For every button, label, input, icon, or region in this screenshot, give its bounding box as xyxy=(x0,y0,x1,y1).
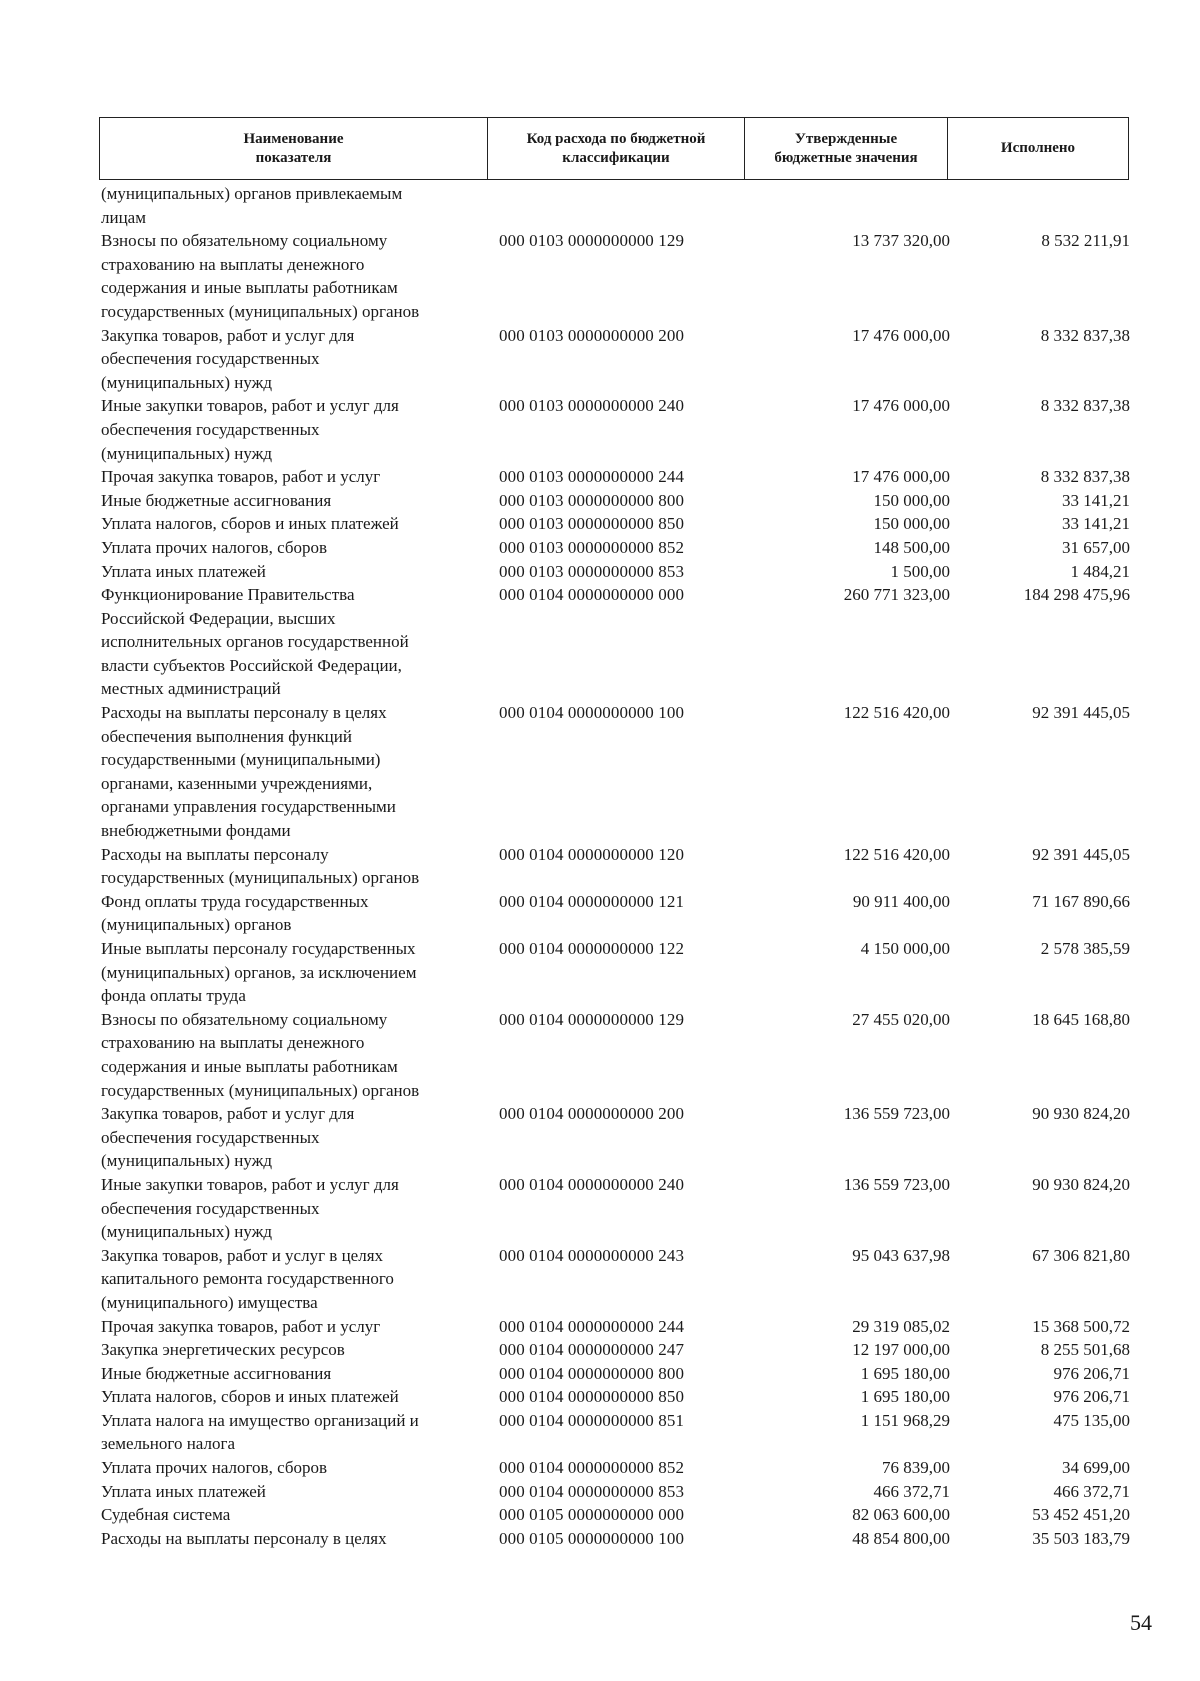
row-approved: 1 500,00 xyxy=(890,561,950,581)
table-row xyxy=(101,937,1141,1008)
row-executed: 8 255 501,68 xyxy=(1040,1340,1130,1360)
row-name: Уплата иных платежей xyxy=(101,1481,266,1501)
row-executed: 53 452 451,20 xyxy=(1032,1505,1130,1525)
table-row xyxy=(101,229,1141,323)
table-row xyxy=(101,1527,1141,1551)
row-code: 000 0104 0000000000 243 xyxy=(499,1245,685,1265)
row-executed: 92 391 445,05 xyxy=(1032,844,1130,864)
row-code: 000 0104 0000000000 800 xyxy=(499,1363,685,1383)
row-approved: 4 150 000,00 xyxy=(860,939,950,958)
row-executed: 184 298 475,96 xyxy=(1023,585,1130,605)
row-code: 000 0104 0000000000 852 xyxy=(499,1458,685,1478)
row-name: Расходы на выплаты персоналу в целях xyxy=(101,1528,387,1548)
row-code: 000 0105 0000000000 000 xyxy=(499,1505,685,1525)
table-row xyxy=(101,1503,1141,1527)
row-code: 000 0104 0000000000 244 xyxy=(499,1316,685,1336)
table-row xyxy=(101,465,1141,489)
row-approved: 150 000,00 xyxy=(873,490,950,510)
row-name: Взносы по обязательному социальному страхованию на выплаты денежного содержания и иные выплаты работникам государственных (муниципальных) органов xyxy=(101,1009,420,1100)
table-row xyxy=(101,182,1141,229)
row-code: 000 0103 0000000000 850 xyxy=(499,514,685,534)
table-row xyxy=(101,394,1141,465)
row-name: Фонд оплаты труда государственных (муниципальных) органов xyxy=(101,891,369,935)
row-executed: 18 645 168,80 xyxy=(1032,1009,1130,1029)
row-code: 000 0104 0000000000 850 xyxy=(499,1387,685,1407)
row-name: Расходы на выплаты персоналу государственных (муниципальных) органов xyxy=(101,844,420,888)
row-executed: 8 332 837,38 xyxy=(1040,396,1130,416)
row-name: Уплата налога на имущество организаций и земельного налога xyxy=(101,1410,419,1454)
row-executed: 90 930 824,20 xyxy=(1032,1174,1130,1194)
row-executed: 15 368 500,72 xyxy=(1032,1316,1130,1336)
table-row xyxy=(101,1480,1141,1504)
row-executed: 34 699,00 xyxy=(1062,1458,1130,1478)
table-body xyxy=(101,182,1141,1550)
row-executed: 976 206,71 xyxy=(1053,1387,1130,1407)
row-name: Закупка товаров, работ и услуг для обеспечения государственных (муниципальных) нужд xyxy=(101,1104,355,1171)
row-executed: 67 306 821,80 xyxy=(1032,1245,1130,1265)
table-row xyxy=(101,890,1141,937)
row-approved: 76 839,00 xyxy=(882,1458,950,1478)
row-approved: 17 476 000,00 xyxy=(852,467,950,487)
row-approved: 148 500,00 xyxy=(873,537,950,557)
row-name: Закупка товаров, работ и услуг в целях капитального ремонта государственного (муниципального) имущества xyxy=(101,1245,394,1312)
row-executed: 8 532 211,91 xyxy=(1041,231,1130,251)
row-executed: 2 578 385,59 xyxy=(1040,939,1130,958)
row-approved: 260 771 323,00 xyxy=(843,585,950,605)
row-executed: 466 372,71 xyxy=(1053,1481,1130,1501)
table-row xyxy=(101,843,1141,890)
row-name: Иные закупки товаров, работ и услуг для обеспечения государственных (муниципальных) нужд xyxy=(101,396,399,463)
row-code: 000 0103 0000000000 240 xyxy=(499,396,685,416)
row-name: Прочая закупка товаров, работ и услуг xyxy=(101,1316,381,1336)
row-code: 000 0103 0000000000 200 xyxy=(499,325,685,345)
row-code: 000 0104 0000000000 851 xyxy=(499,1410,685,1430)
row-approved: 82 063 600,00 xyxy=(852,1505,950,1525)
row-name: Закупка энергетических ресурсов xyxy=(101,1340,345,1360)
table-row xyxy=(101,1385,1141,1409)
row-code: 000 0104 0000000000 129 xyxy=(499,1009,685,1029)
row-name: Иные бюджетные ассигнования xyxy=(101,490,332,510)
row-name: Функционирование Правительства Российской Федерации, высших исполнительных органов государственной власти субъектов Российской Федерации, местных администраций xyxy=(101,585,409,699)
row-code: 000 0103 0000000000 129 xyxy=(499,231,685,251)
row-approved: 150 000,00 xyxy=(873,514,950,534)
table-row xyxy=(101,1315,1141,1339)
row-approved xyxy=(771,182,950,229)
table-row xyxy=(101,512,1141,536)
row-code: 000 0104 0000000000 247 xyxy=(499,1340,685,1360)
table-row xyxy=(101,489,1141,513)
page-number: 54 xyxy=(1130,1610,1152,1635)
table-row xyxy=(101,1338,1141,1362)
row-approved: 122 516 420,00 xyxy=(843,844,950,864)
table-header xyxy=(99,117,1129,180)
row-code: 000 0103 0000000000 852 xyxy=(499,537,685,557)
row-name: Прочая закупка товаров, работ и услуг xyxy=(101,467,381,487)
row-approved: 136 559 723,00 xyxy=(843,1174,950,1194)
row-approved: 466 372,71 xyxy=(873,1481,950,1501)
row-code: 000 0104 0000000000 853 xyxy=(499,1481,685,1501)
table-row xyxy=(101,1008,1141,1102)
row-name: Судебная система xyxy=(101,1505,231,1525)
row-code: 000 0104 0000000000 240 xyxy=(499,1174,685,1194)
row-approved: 95 043 637,98 xyxy=(852,1245,950,1265)
row-code xyxy=(491,182,771,229)
row-approved: 29 319 085,02 xyxy=(852,1316,950,1336)
table-row xyxy=(101,324,1141,395)
row-name: Взносы по обязательному социальному страхованию на выплаты денежного содержания и иные выплаты работникам государственных (муниципальных) органов xyxy=(101,231,420,321)
table-row xyxy=(101,583,1141,701)
header-approved: Утвержденные бюджетные значения xyxy=(745,118,948,179)
table-row xyxy=(101,1173,1141,1244)
row-code: 000 0104 0000000000 000 xyxy=(499,585,685,605)
table-row xyxy=(101,1102,1141,1173)
table-row xyxy=(101,536,1141,560)
header-name: Наименование показателя xyxy=(100,118,488,179)
row-executed: 33 141,21 xyxy=(1062,490,1130,510)
header-code: Код расхода по бюджетной классификации xyxy=(488,118,745,179)
row-name: Уплата налогов, сборов и иных платежей xyxy=(101,514,399,534)
row-executed: 35 503 183,79 xyxy=(1032,1528,1130,1548)
row-executed: 31 657,00 xyxy=(1062,537,1130,557)
row-approved: 90 911 400,00 xyxy=(852,891,950,911)
table-row xyxy=(101,1409,1141,1456)
row-executed xyxy=(950,182,1130,229)
row-approved: 122 516 420,00 xyxy=(843,703,950,723)
row-code: 000 0105 0000000000 100 xyxy=(499,1528,685,1548)
row-approved: 1 695 180,00 xyxy=(860,1363,950,1383)
table-row xyxy=(101,1244,1141,1315)
row-approved: 27 455 020,00 xyxy=(852,1009,950,1029)
row-name: Уплата иных платежей xyxy=(101,561,266,581)
row-code: 000 0104 0000000000 122 xyxy=(499,939,685,958)
row-executed: 33 141,21 xyxy=(1062,514,1130,534)
table-row xyxy=(101,1456,1141,1480)
row-approved: 48 854 800,00 xyxy=(852,1528,950,1548)
row-executed: 71 167 890,66 xyxy=(1032,891,1130,911)
row-code: 000 0104 0000000000 120 xyxy=(499,844,685,864)
row-approved: 12 197 000,00 xyxy=(852,1340,950,1360)
row-approved: 136 559 723,00 xyxy=(843,1104,950,1124)
row-name: Уплата прочих налогов, сборов xyxy=(101,537,327,557)
header-executed: Исполнено xyxy=(1000,140,1076,156)
row-name: Расходы на выплаты персоналу в целях обеспечения выполнения функций государственными (муниципальными) органами, казенными учреждениями, органами управления государственными внебюджетными фондами xyxy=(101,703,396,841)
table-row xyxy=(101,1362,1141,1386)
row-code: 000 0103 0000000000 244 xyxy=(499,467,685,487)
row-executed: 90 930 824,20 xyxy=(1032,1104,1130,1124)
row-name: Закупка товаров, работ и услуг для обеспечения государственных (муниципальных) нужд xyxy=(101,325,355,392)
row-name: Уплата прочих налогов, сборов xyxy=(101,1458,327,1478)
table-row xyxy=(101,560,1141,584)
table-row xyxy=(101,701,1141,843)
row-code: 000 0103 0000000000 800 xyxy=(499,490,685,510)
row-name: Иные выплаты персоналу государственных (муниципальных) органов, за исключением фонда оплаты труда xyxy=(101,939,417,1006)
row-executed: 1 484,21 xyxy=(1070,561,1130,581)
row-executed: 92 391 445,05 xyxy=(1032,703,1130,723)
row-approved: 1 151 968,29 xyxy=(860,1410,950,1430)
row-approved: 17 476 000,00 xyxy=(852,396,950,416)
row-approved: 13 737 320,00 xyxy=(852,231,950,251)
row-executed: 8 332 837,38 xyxy=(1040,325,1130,345)
row-code: 000 0104 0000000000 200 xyxy=(499,1104,685,1124)
row-name: (муниципальных) органов привлекаемым лицам xyxy=(101,184,403,227)
row-executed: 976 206,71 xyxy=(1053,1363,1130,1383)
row-name: Иные закупки товаров, работ и услуг для обеспечения государственных (муниципальных) нужд xyxy=(101,1174,399,1242)
row-name: Уплата налогов, сборов и иных платежей xyxy=(101,1387,399,1407)
row-approved: 1 695 180,00 xyxy=(860,1387,950,1407)
row-code: 000 0103 0000000000 853 xyxy=(499,561,685,581)
row-code: 000 0104 0000000000 100 xyxy=(499,703,685,723)
row-executed: 475 135,00 xyxy=(1053,1410,1130,1430)
row-code: 000 0104 0000000000 121 xyxy=(499,891,685,911)
row-approved: 17 476 000,00 xyxy=(852,325,950,345)
row-executed: 8 332 837,38 xyxy=(1040,467,1130,487)
row-name: Иные бюджетные ассигнования xyxy=(101,1363,332,1383)
